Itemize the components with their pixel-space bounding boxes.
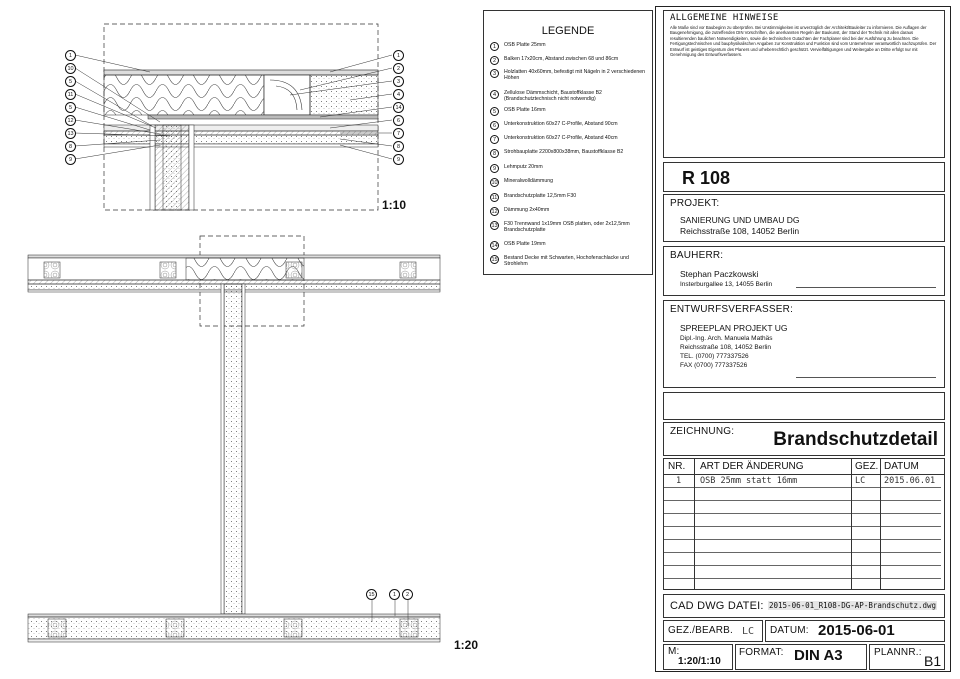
hinweise-text: Alle Maße sind vor Baubeginn zu überprüfen. Bei Unstimmigkeiten ist unverzüglich der Architekt/Bauleiter zu informieren. Die Auflagen der Baugenehmigung, die zutreffenden DIN Vorschriften, die anerkannten Regeln der Baukunst, der Stand der Technik mit allen daraus resultierenden baulichen Notwendigkeiten, sowie die technischen Gutachten der Fachplaner sind bei der Ausführung zu beachten. Die Fertigungstechnischen und bauphysikalischen Angaben zur Konstruktion und Funktion sind vom Unternehmer verantwortlich nachzuprüfen. Der Entwurf ist geistiges Eigentum des Planers und urheberrechtlich geschützt. Vervielfältigungen und Weitergabe an Dritte erfolgt nur mit Genehmigung des Entwurfsverfassers.	[670, 25, 937, 58]
bauherr-name: Stephan Paczkowski	[680, 269, 759, 279]
gez-label: GEZ./BEARB.	[668, 625, 733, 636]
entwurf-sign-line	[796, 377, 936, 378]
projekt-panel	[663, 194, 945, 242]
rev-header-datum: DATUM	[884, 461, 919, 472]
callout-right: 2	[393, 63, 404, 74]
legend-item: 2 Balken 17x20cm, Abstand zwischen 68 und 86cm	[490, 56, 650, 65]
legend-item: 8 Strohbauplatte 2200x800x38mm, Baustoffklasse B2	[490, 149, 650, 158]
callout-left: 12	[65, 115, 76, 126]
callout-left: 5	[65, 76, 76, 87]
callout-right: 1	[393, 50, 404, 61]
entwurf-line: Dipl.-Ing. Arch. Manuela Mathäs	[680, 335, 773, 342]
rev-header-gez: GEZ.	[855, 461, 879, 472]
legend-item: 3 Holzlatten 40x60mm, befestigt mit Nägeln in 2 verschiedenen Höhen	[490, 69, 650, 81]
callout-left: 8	[65, 141, 76, 152]
rev-art: OSB 25mm statt 16mm	[700, 476, 798, 486]
rev-datum: 2015.06.01	[884, 476, 936, 486]
plannr-label: PLANNR.:	[874, 647, 922, 658]
callout-right: 9	[393, 154, 404, 165]
datum-cell	[765, 620, 945, 642]
projekt-line1: SANIERUNG UND UMBAU DG	[680, 215, 800, 225]
revision-row	[664, 474, 944, 487]
callout-right: 6	[393, 115, 404, 126]
m-cell	[663, 644, 733, 670]
plannr-value: B1	[924, 653, 942, 669]
bauherr-panel	[663, 246, 945, 296]
callout-left: 10	[65, 63, 76, 74]
revisions-table	[663, 458, 945, 590]
bauherr-label: BAUHERR:	[670, 250, 724, 261]
cad-file: 2015-06-01_R108-DG-AP-Brandschutz.dwg	[769, 601, 937, 610]
legend-panel	[483, 10, 653, 275]
callout-bottom: 1	[389, 589, 400, 600]
bauherr-sign-line	[796, 287, 936, 288]
zeichnung-panel	[663, 422, 945, 456]
callout-bottom: 2	[402, 589, 413, 600]
beam	[264, 75, 310, 115]
m-value: 1:20/1:10	[678, 656, 721, 667]
revisions-header	[664, 459, 944, 475]
gez-cell	[663, 620, 763, 642]
legend-item: 11 Brandschutzplatte 12,5mm F30	[491, 193, 577, 201]
m-label: M:	[668, 646, 680, 657]
legend-item: 6 Unterkonstruktion 60x27 C-Profile, Abstand 90cm	[490, 121, 650, 130]
projekt-line2: Reichsstraße 108, 14052 Berlin	[680, 226, 800, 236]
rev-header-nr: NR.	[668, 461, 686, 472]
legend-item: 10 Mineralwolldämmung	[491, 178, 554, 186]
format-cell	[735, 644, 867, 670]
legend-item: 14 OSB Platte 19mm	[491, 241, 546, 249]
callout-right: 4	[393, 89, 404, 100]
legend-item: 5 OSB Platte 16mm	[490, 107, 650, 116]
legend-item: 4 Zellulose Dämmschicht, Baustoffklasse B2 (Brandschutztechnisch nicht notwendig)	[490, 90, 650, 102]
cad-label: CAD DWG DATEI:	[670, 600, 764, 612]
plannr-cell	[869, 644, 945, 670]
hinweise-title: ALLGEMEINE HINWEISE	[670, 13, 779, 23]
legend-item: 7 Unterkonstruktion 60x27 C-Profile, Abstand 40cm	[490, 135, 650, 144]
legend-item: 9 Lehmputz 20mm	[490, 164, 650, 173]
entwurf-panel	[663, 300, 945, 388]
legend-title: LEGENDE	[541, 25, 595, 37]
insulation-wool	[104, 75, 264, 115]
entwurf-line: FAX (0700) 777337526	[680, 362, 748, 369]
zeichnung-title: Brandschutzdetail	[773, 429, 938, 450]
callout-left: 5	[65, 102, 76, 113]
format-label: FORMAT:	[739, 647, 784, 658]
scale-bottom: 1:20	[454, 638, 479, 652]
partition-wall-bottom	[224, 284, 242, 614]
callout-right: 3	[393, 76, 404, 87]
callout-left: 9	[65, 154, 76, 165]
gez-value: LC	[742, 626, 755, 637]
cad-panel	[663, 594, 945, 618]
cellulose	[310, 75, 378, 115]
rev-header-art: ART DER ÄNDERUNG	[700, 461, 804, 472]
blank-panel	[663, 392, 945, 420]
callout-left: 1	[65, 50, 76, 61]
legend-item: 1 OSB Platte 25mm	[490, 42, 650, 51]
rev-nr: 1	[676, 476, 682, 486]
entwurf-line: TEL. (0700) 777337526	[680, 353, 749, 360]
entwurf-line: SPREEPLAN PROJEKT UG	[680, 323, 788, 333]
callout-right: 14	[393, 102, 404, 113]
scale-top: 1:10	[382, 198, 407, 212]
legend-item: 13 F30 Trennwand 1x19mm OSB platten, oder 2x12,5mm Brandschutzplatte	[491, 221, 630, 233]
callout-right: 7	[393, 128, 404, 139]
bauherr-address: Insterburgallee 13, 14055 Berlin	[680, 281, 773, 288]
rev-gez: LC	[855, 476, 866, 486]
project-code-panel	[663, 162, 945, 192]
hinweise-panel	[663, 10, 945, 158]
callout-left: 11	[65, 89, 76, 100]
datum-value: 2015-06-01	[818, 622, 895, 639]
entwurf-label: ENTWURFSVERFASSER:	[670, 304, 794, 315]
projekt-label: PROJEKT:	[670, 198, 720, 209]
datum-label: DATUM:	[770, 625, 809, 636]
project-code: R 108	[682, 168, 731, 188]
legend-item: 12 Dämmung 2x40mm	[491, 207, 550, 215]
entwurf-line: Reichsstraße 108, 14052 Berlin	[680, 344, 772, 351]
callout-left: 13	[65, 128, 76, 139]
zeichnung-label: ZEICHNUNG:	[670, 426, 735, 437]
format-value: DIN A3	[794, 647, 843, 664]
callout-bottom: 15	[366, 589, 377, 600]
callout-right: 8	[393, 141, 404, 152]
legend-item: 15 Bestand Decke mit Schwarten, Hochofenschlacke und Strohlehm	[491, 255, 629, 267]
